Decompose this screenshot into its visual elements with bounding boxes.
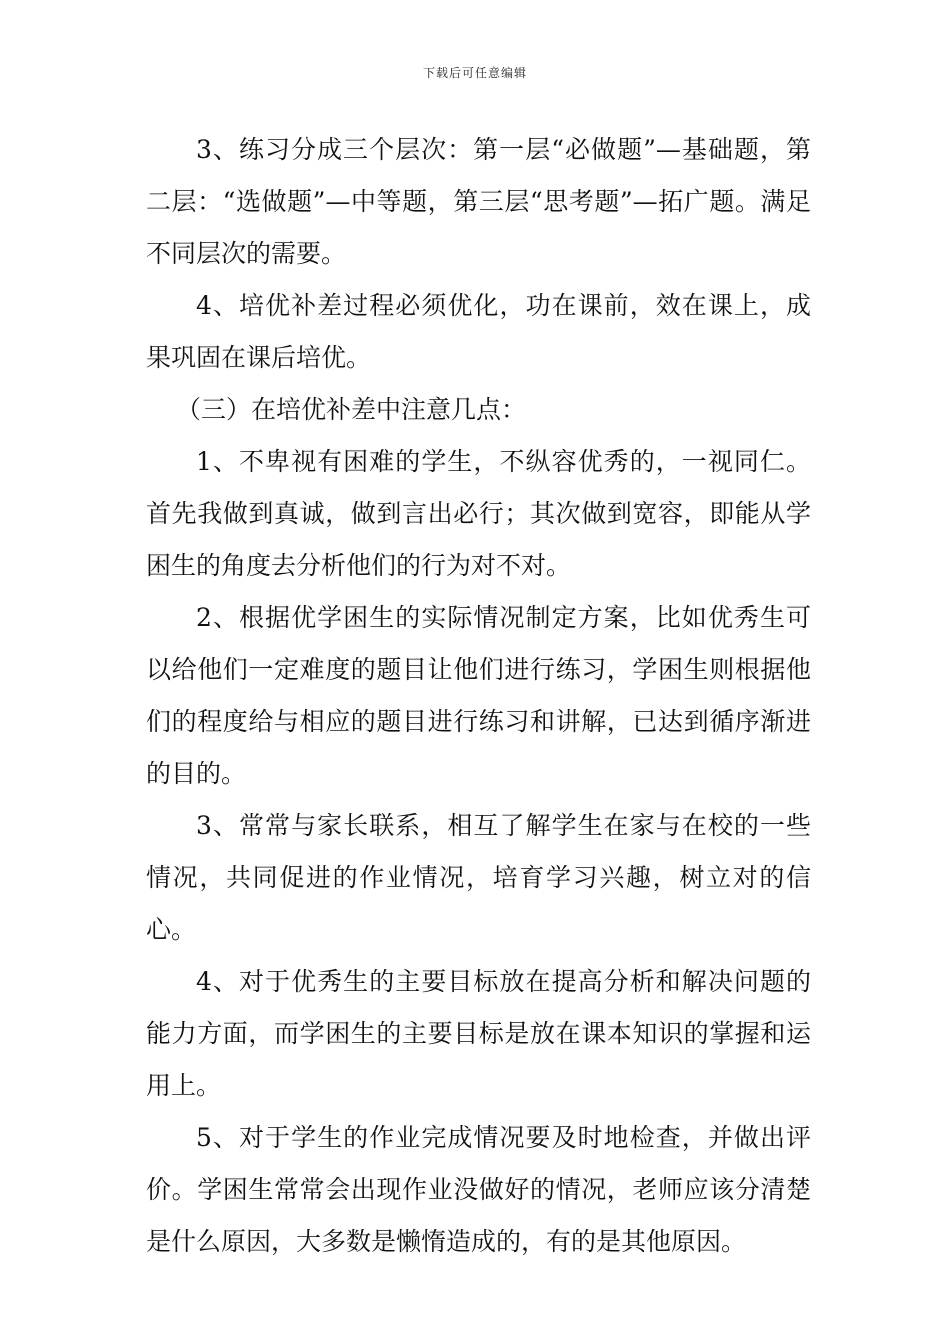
paragraph-point-2: 2、根据优学困生的实际情况制定方案，比如优秀生可以给他们一定难度的题目让他们进行练习，学困生则根据他们的程度给与相应的题目进行练习和讲解，已达到循序渐进的目的。 (146, 603, 811, 788)
paragraph-practice-levels: 3、练习分成三个层次：第一层“必做题”—基础题，第二层：“选做题”—中等题，第三层“思考题”—拓广题。满足不同层次的需要。 (146, 135, 811, 268)
document-body (146, 124, 811, 1268)
paragraph-point-4: 4、对于优秀生的主要目标放在提高分析和解决问题的能力方面，而学困生的主要目标是放在课本知识的掌握和运用上。 (146, 967, 811, 1100)
paragraph-optimization: 4、培优补差过程必须优化，功在课前，效在课上，成果巩固在课后培优。 (146, 291, 811, 372)
paragraph-point-3: 3、常常与家长联系，相互了解学生在家与在校的一些情况，共同促进的作业情况，培育学习兴趣，树立对的信心。 (146, 811, 811, 944)
paragraph-point-1: 1、不卑视有困难的学生，不纵容优秀的，一视同仁。首先我做到真诚，做到言出必行；其次做到宽容，即能从学困生的角度去分析他们的行为对不对。 (146, 447, 811, 580)
section-heading-notes: （三）在培优补差中注意几点： (176, 395, 527, 424)
paragraph-point-5: 5、对于学生的作业完成情况要及时地检查，并做出评价。学困生常常会出现作业没做好的情况，老师应该分清楚是什么原因，大多数是懒惰造成的，有的是其他原因。 (146, 1123, 811, 1256)
header-note: 下载后可任意编辑 (422, 66, 527, 80)
